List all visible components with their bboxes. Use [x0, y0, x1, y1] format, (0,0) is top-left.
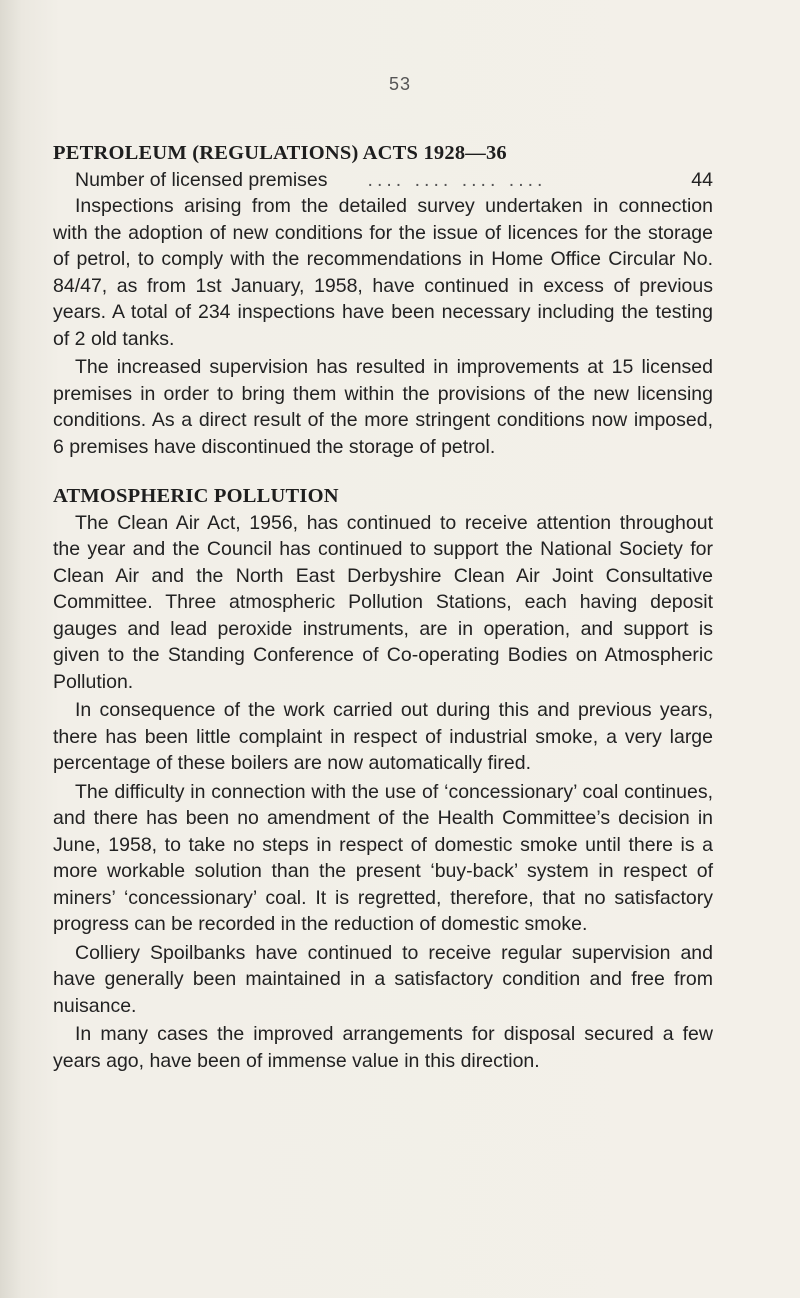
petroleum-paragraph-2: The increased supervision has resulted in improvements at 15 licensed premises in order to bring them within the provisions of the new licensing conditions. As a direct result of the more stringent conditions now imposed, 6 premises have discontinued the storage of petrol.: [53, 356, 713, 458]
petroleum-heading: PETROLEUM (REGULATIONS) ACTS 1928—36: [53, 142, 507, 164]
atmospheric-paragraph-1: The Clean Air Act, 1956, has continued to receive attention throughout the year and the Council has continued to support the National Society for Clean Air and the North East Derbyshire Clean Air Joint Consultative Committee. Three atmospheric Pollution Stations, each having deposit gauges and lead peroxide instruments, are in operation, and support is given to the Standing Conference of Co-operating Bodies on Atmospheric Pollution.: [53, 511, 713, 693]
leader-dots: .... .... .... ....: [367, 168, 547, 191]
atmospheric-paragraph-4: Colliery Spoilbanks have continued to receive regular supervision and have generally been maintained in a satisfactory condition and free from nuisance.: [53, 941, 713, 1017]
atmospheric-paragraph-3: The difficulty in connection with the use of ‘concessionary’ coal continues, and there has been no amendment of the Health Committee’s decision in June, 1958, to take no steps in respect of domestic smoke until there is a more workable solution than the present ‘buy-back’ system in respect of miners’ ‘concessionary’ coal. It is regretted, therefore, that no satisfactory progress can be recorded in the reduction of domestic smoke.: [53, 780, 713, 935]
page-number: 53: [388, 74, 412, 94]
licensed-premises-row: [53, 167, 713, 194]
petroleum-section: [53, 140, 713, 460]
atmospheric-paragraph-2: In consequence of the work carried out during this and previous years, there has been little complaint in respect of industrial smoke, a very large percentage of these boilers are now automatically fired.: [53, 699, 713, 774]
licensed-premises-value: 44: [691, 168, 713, 191]
atmospheric-section: [53, 483, 713, 1074]
page-content: [53, 140, 713, 1074]
atmospheric-paragraph-5: In many cases the improved arrangements for disposal secured a few years ago, have been of immense value in this direction.: [53, 1023, 713, 1072]
licensed-premises-label: Number of licensed premises: [75, 168, 328, 191]
atmospheric-heading: ATMOSPHERIC POLLUTION: [53, 485, 339, 507]
section-spacer: [53, 460, 713, 483]
petroleum-paragraph-1: Inspections arising from the detailed survey undertaken in connection with the adoption of new conditions for the issue of licences for the storage of petrol, to comply with the recommendations in Home Office Circular No. 84/47, as from 1st January, 1958, have continued in excess of previous years. A total of 234 inspections have been necessary including the testing of 2 old tanks.: [53, 195, 713, 350]
